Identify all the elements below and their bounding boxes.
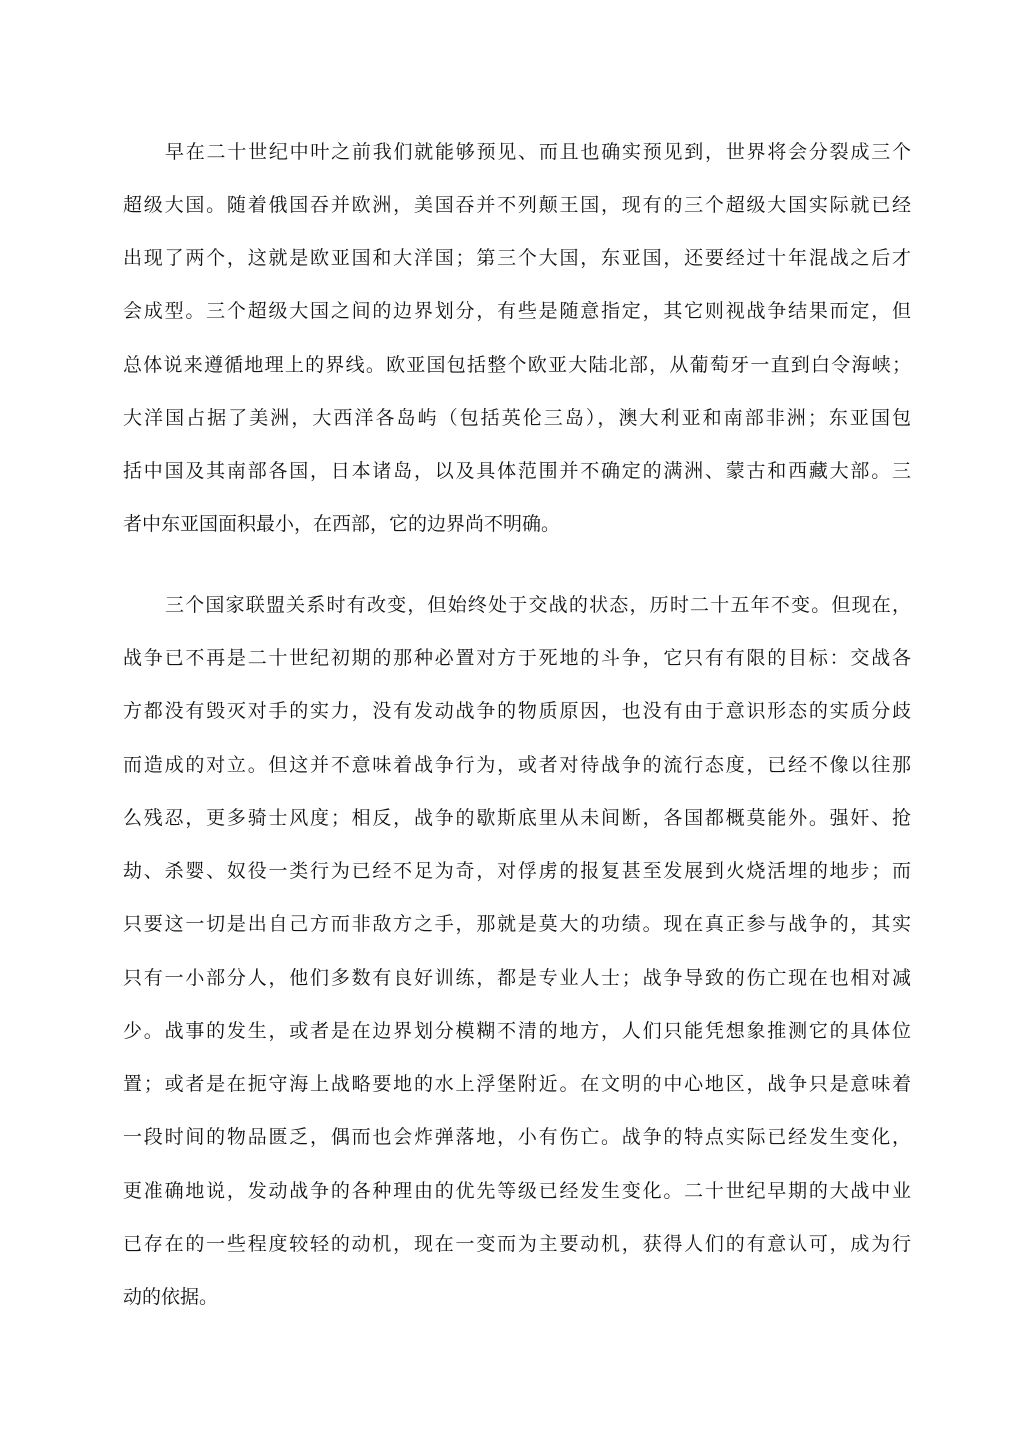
text-line: 更准确地说，发动战争的各种理由的优先等级已经发生变化。二十世纪早期的大战中业 [123,1180,911,1202]
text-line: 只要这一切是出自己方而非敌方之手，那就是莫大的功绩。现在真正参与战争的，其实 [123,913,911,935]
text-line: 已存在的一些程度较轻的动机，现在一变而为主要动机，获得人们的有意认可，成为行 [123,1233,911,1255]
text-line: 方都没有毁灭对手的实力，没有发动战争的物质原因，也没有由于意识形态的实质分歧 [123,700,911,722]
text-line: 大洋国占据了美洲，大西洋各岛屿（包括英伦三岛），澳大利亚和南部非洲；东亚国包 [123,407,911,429]
text-line: 会成型。三个超级大国之间的边界划分，有些是随意指定，其它则视战争结果而定，但 [123,300,911,322]
text-line: 动的依据。 [123,1286,219,1308]
text-line: 早在二十世纪中叶之前我们就能够预见、而且也确实预见到，世界将会分裂成三个 [165,141,911,163]
text-line: 者中东亚国面积最小，在西部，它的边界尚不明确。 [123,513,561,535]
text-line: 而造成的对立。但这并不意味着战争行为，或者对待战争的流行态度，已经不像以往那 [123,754,911,776]
text-line: 少。战事的发生，或者是在边界划分模糊不清的地方，人们只能凭想象推测它的具体位 [123,1020,911,1042]
text-line: 括中国及其南部各国，日本诸岛，以及具体范围并不确定的满洲、蒙古和西藏大部。三 [123,460,911,482]
text-line: 战争已不再是二十世纪初期的那种必置对方于死地的斗争，它只有有限的目标：交战各 [123,647,911,669]
text-line: 总体说来遵循地理上的界线。欧亚国包括整个欧亚大陆北部，从葡萄牙一直到白令海峡； [123,354,911,376]
text-line: 只有一小部分人，他们多数有良好训练，都是专业人士；战争导致的伤亡现在也相对减 [123,967,911,989]
text-line: 么残忍，更多骑士风度；相反，战争的歇斯底里从未间断，各国都概莫能外。强奸、抢 [123,807,911,829]
text-line: 置；或者是在扼守海上战略要地的水上浮堡附近。在文明的中心地区，战争只是意味着 [123,1073,911,1095]
text-line: 三个国家联盟关系时有改变，但始终处于交战的状态，历时二十五年不变。但现在， [165,594,911,616]
text-line: 超级大国。随着俄国吞并欧洲，美国吞并不列颠王国，现有的三个超级大国实际就已经 [123,194,911,216]
text-line: 出现了两个，这就是欧亚国和大洋国；第三个大国，东亚国，还要经过十年混战之后才 [123,247,911,269]
text-line: 劫、杀婴、奴役一类行为已经不足为奇，对俘虏的报复甚至发展到火烧活埋的地步；而 [123,860,911,882]
text-line: 一段时间的物品匮乏，偶而也会炸弹落地，小有伤亡。战争的特点实际已经发生变化， [123,1126,911,1148]
